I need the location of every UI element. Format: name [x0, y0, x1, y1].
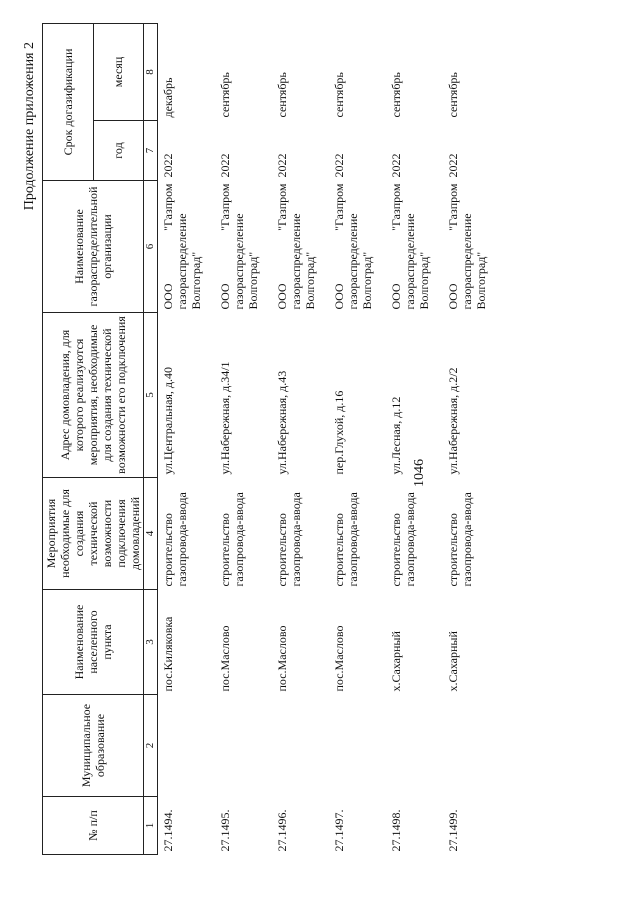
- header-year: год: [93, 121, 144, 181]
- row-month: сентябрь: [389, 72, 403, 118]
- row-address: ул.Набережная, д.2/2: [446, 367, 460, 475]
- header-municipality: Муниципальное образование: [43, 695, 144, 797]
- column-number: 3: [144, 590, 158, 695]
- row-municipality: [329, 695, 386, 797]
- row-month: сентябрь: [446, 72, 460, 118]
- appendix-note: Продолжение приложения 2: [22, 42, 37, 211]
- row-number: 27.1499.: [446, 809, 460, 852]
- row-month: сентябрь: [275, 72, 289, 118]
- row-year: 2022: [275, 153, 289, 178]
- row-measure: строительство газопровода-ввода: [275, 492, 303, 587]
- column-number: 8: [144, 23, 158, 120]
- table-row: [215, 23, 272, 854]
- row-number: 27.1495.: [218, 809, 232, 852]
- row-municipality: [215, 695, 272, 797]
- column-number: 5: [144, 313, 158, 478]
- row-organization: ООО "Газпром газораспределение Волгоград": [161, 183, 203, 310]
- row-municipality: [443, 695, 500, 797]
- column-number: 2: [144, 695, 158, 797]
- row-number: 27.1496.: [275, 809, 289, 852]
- header-organization: Наименование газораспределительной организации: [43, 181, 144, 313]
- row-address: ул.Лесная, д.12: [389, 396, 403, 475]
- row-year: 2022: [446, 153, 460, 178]
- row-municipality: [386, 695, 443, 797]
- row-locality: пос.Киляковка: [161, 616, 175, 692]
- row-year: 2022: [332, 153, 346, 178]
- row-locality: пос.Маслово: [218, 625, 232, 692]
- row-municipality: [158, 695, 216, 797]
- row-measure: строительство газопровода-ввода: [218, 492, 246, 587]
- row-month: сентябрь: [218, 72, 232, 118]
- header-no: № п/п: [43, 797, 144, 855]
- row-address: ул.Набережная, д.34/1: [218, 361, 232, 475]
- page-number: 1046: [412, 459, 427, 487]
- header-locality: Наименование населенного пункта: [43, 590, 144, 695]
- row-month: сентябрь: [332, 72, 346, 118]
- row-year: 2022: [389, 153, 403, 178]
- row-address: ул.Центральная, д.40: [161, 366, 175, 475]
- row-measure: строительство газопровода-ввода: [389, 492, 417, 587]
- row-number: 27.1498.: [389, 809, 403, 852]
- table-row: [158, 23, 216, 854]
- row-address: пер.Глухой, д.16: [332, 390, 346, 475]
- table-row: [272, 23, 329, 854]
- table-row: [386, 23, 443, 854]
- row-locality: х.Сахарный: [389, 631, 403, 692]
- row-locality: пос.Маслово: [332, 625, 346, 692]
- column-number: 6: [144, 181, 158, 313]
- row-organization: ООО "Газпром газораспределение Волгоград": [389, 183, 431, 310]
- row-measure: строительство газопровода-ввода: [161, 492, 189, 587]
- header-measures: Мероприятия необходимые для создания технической возможности подключения домовладений: [43, 478, 144, 590]
- row-organization: ООО "Газпром газораспределение Волгоград": [275, 183, 317, 310]
- row-measure: строительство газопровода-ввода: [446, 492, 474, 587]
- column-number: 4: [144, 478, 158, 590]
- row-month: декабрь: [161, 77, 175, 118]
- row-year: 2022: [218, 153, 232, 178]
- row-organization: ООО "Газпром газораспределение Волгоград": [332, 183, 374, 310]
- column-number: 1: [144, 797, 158, 855]
- row-address: ул.Набережная, д.43: [275, 370, 289, 475]
- column-number-row: [144, 23, 158, 854]
- header-deadline: Срок догазификации: [43, 23, 94, 180]
- column-number: 7: [144, 121, 158, 181]
- gasification-table: [42, 23, 500, 855]
- row-organization: ООО "Газпром газораспределение Волгоград": [446, 183, 488, 310]
- row-number: 27.1494.: [161, 809, 175, 852]
- header-address: Адрес домовладения, для которого реализуются мероприятия, необходимые для создания технической возможности его подключения: [43, 313, 144, 478]
- row-locality: пос.Маслово: [275, 625, 289, 692]
- table-row: [443, 23, 500, 854]
- row-locality: х.Сахарный: [446, 631, 460, 692]
- row-measure: строительство газопровода-ввода: [332, 492, 360, 587]
- table-row: [329, 23, 386, 854]
- row-organization: ООО "Газпром газораспределение Волгоград": [218, 183, 260, 310]
- header-month: месяц: [93, 23, 144, 120]
- row-year: 2022: [161, 153, 175, 178]
- row-municipality: [272, 695, 329, 797]
- row-number: 27.1497.: [332, 809, 346, 852]
